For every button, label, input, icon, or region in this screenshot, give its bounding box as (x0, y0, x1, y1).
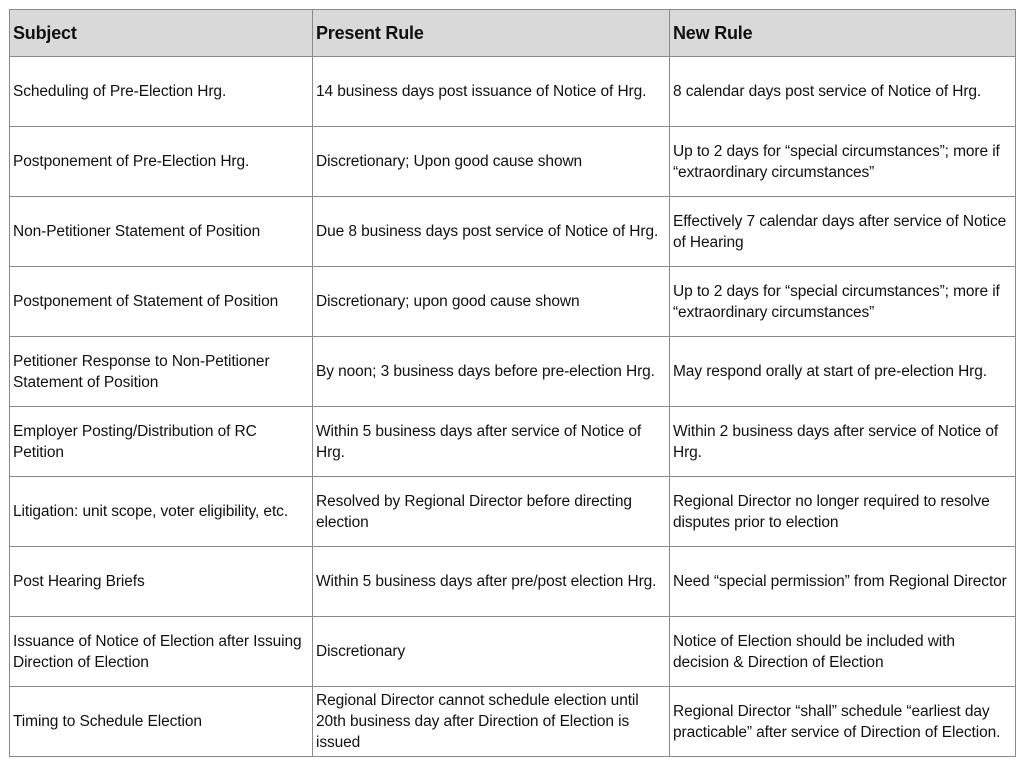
cell-subject: Non-Petitioner Statement of Position (10, 197, 313, 267)
cell-present-rule: Within 5 business days after pre/post election Hrg. (313, 547, 670, 617)
cell-new-rule: Notice of Election should be included with decision & Direction of Election (670, 617, 1016, 687)
cell-present-rule: Discretionary; Upon good cause shown (313, 127, 670, 197)
header-row (10, 10, 1016, 57)
cell-present-rule: Discretionary; upon good cause shown (313, 267, 670, 337)
cell-present-rule: By noon; 3 business days before pre-election Hrg. (313, 337, 670, 407)
cell-new-rule: Need “special permission” from Regional Director (670, 547, 1016, 617)
cell-new-rule: Effectively 7 calendar days after service of Notice of Hearing (670, 197, 1016, 267)
cell-new-rule: Up to 2 days for “special circumstances”; more if “extraordinary circumstances” (670, 267, 1016, 337)
cell-new-rule: Within 2 business days after service of Notice of Hrg. (670, 407, 1016, 477)
cell-subject: Post Hearing Briefs (10, 547, 313, 617)
table-row (10, 547, 1016, 617)
cell-new-rule: Regional Director no longer required to resolve disputes prior to election (670, 477, 1016, 547)
table-row (10, 337, 1016, 407)
table-header (10, 10, 1016, 57)
cell-new-rule: Regional Director “shall” schedule “earliest day practicable” after service of Direction of Election. (670, 687, 1016, 757)
cell-present-rule: Due 8 business days post service of Notice of Hrg. (313, 197, 670, 267)
header-subject: Subject (10, 10, 313, 57)
table-row (10, 197, 1016, 267)
rules-comparison-table (9, 9, 1016, 757)
table-row (10, 127, 1016, 197)
cell-new-rule: Up to 2 days for “special circumstances”; more if “extraordinary circumstances” (670, 127, 1016, 197)
cell-present-rule: Resolved by Regional Director before directing election (313, 477, 670, 547)
cell-subject: Postponement of Statement of Position (10, 267, 313, 337)
table-row (10, 57, 1016, 127)
cell-subject: Petitioner Response to Non-Petitioner Statement of Position (10, 337, 313, 407)
table-row (10, 267, 1016, 337)
cell-subject: Postponement of Pre-Election Hrg. (10, 127, 313, 197)
cell-new-rule: 8 calendar days post service of Notice of Hrg. (670, 57, 1016, 127)
table-row (10, 687, 1016, 757)
cell-subject: Timing to Schedule Election (10, 687, 313, 757)
header-present-rule: Present Rule (313, 10, 670, 57)
table-row (10, 407, 1016, 477)
table-row (10, 477, 1016, 547)
cell-subject: Issuance of Notice of Election after Issuing Direction of Election (10, 617, 313, 687)
table-body (10, 57, 1016, 757)
cell-new-rule: May respond orally at start of pre-election Hrg. (670, 337, 1016, 407)
cell-subject: Scheduling of Pre-Election Hrg. (10, 57, 313, 127)
cell-subject: Litigation: unit scope, voter eligibility, etc. (10, 477, 313, 547)
table-row (10, 617, 1016, 687)
cell-subject: Employer Posting/Distribution of RC Petition (10, 407, 313, 477)
cell-present-rule: Regional Director cannot schedule election until 20th business day after Direction of Election is issued (313, 687, 670, 757)
cell-present-rule: Within 5 business days after service of Notice of Hrg. (313, 407, 670, 477)
header-new-rule: New Rule (670, 10, 1016, 57)
cell-present-rule: Discretionary (313, 617, 670, 687)
cell-present-rule: 14 business days post issuance of Notice of Hrg. (313, 57, 670, 127)
